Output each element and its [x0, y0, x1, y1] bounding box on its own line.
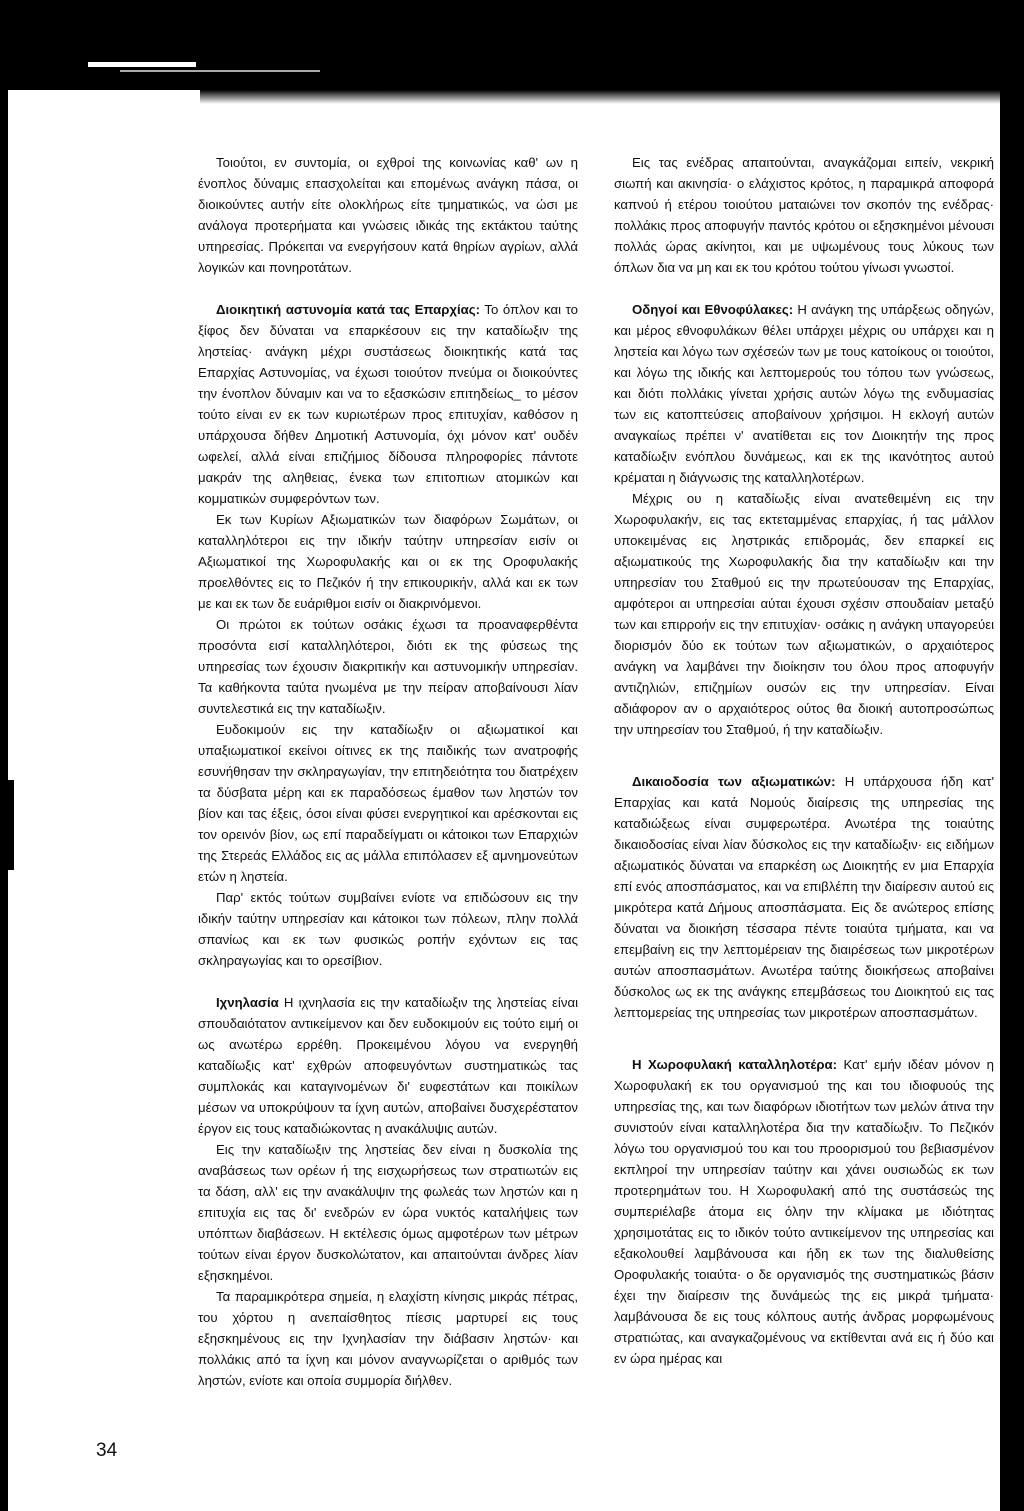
paragraph: Ευδοκιμούν εις την καταδίωξιν οι αξιωματικοί και υπαξιωματικοί εκείνοι οίτινες εκ της παιδικής των ανατροφής εσυνήθησαν την σκληραγωγίαν, την επιτηδειότητα του διατρέχειν τα δύσβατα μέρη και εκ παραδόσεως έμαθον των ληστών τον βίον και τας έξεις, όσοι είναι φύσει ενεργητικοί και αρέσκονται εις τον ορεινόν βίον, ως επί παραδείγματι οι κάτοικοι των Επαρχιών της Στερεάς Ελλάδος εις ας μάλλα επιπόλασεν εξ αμνημονεύτων ετών η ληστεία.	[198, 722, 578, 884]
scan-border-top	[0, 0, 1024, 90]
section-heading: Οδηγοί και Εθνοφύλακες:	[632, 302, 794, 317]
paragraph: Εις την καταδίωξιν της ληστείας δεν είναι η δυσκολία της αναβάσεως των ορέων ή της εισχωρήσεως των στρατιωτών εις τα δάση, αλλ' εις την ανακάλυψιν της φωλεάς των ληστών και η επιτυχία εις τας δι' ενεδρών εν ώρα νυκτός καταλήψεις των υπόπτων διαβάσεων. Η εκτέλεσις όμως αμφοτέρων των μέτρων τούτων είναι έργον δυσκολώτατον, και απαιτούνται άνδρες λίαν εξησκημένοι.	[198, 1142, 578, 1283]
paragraph	[198, 299, 578, 509]
scan-border-left	[0, 90, 8, 1511]
scan-shade	[200, 90, 1000, 104]
left-column	[198, 152, 578, 1391]
page-number: 34	[96, 1440, 118, 1461]
paragraph: Τοιούτοι, εν συντομία, οι εχθροί της κοινωνίας καθ' ων η ένοπλος δύναμις επασχολείται και επομένως ανάγκη πάσα, οι διοικούντες αυτήν είτε ολοκλήρως είτε τμηματικώς, να ώσι με ανάλογα προτερήματα και γνώσεις ιδικάς της εκτάκτου ταύτης υπηρεσίας. Πρόκειται να ενεργήσουν κατά θηρίων αγρίων, αλλά λογικών και πονηροτάτων.	[198, 155, 578, 275]
paragraph	[614, 1054, 994, 1369]
paragraph: Τα παραμικρότερα σημεία, η ελαχίστη κίνησις μικράς πέτρας, του χόρτου η ανεπαίσθητος πίεσις μαρτυρεί εις τους εξησκημένους εις την Ιχνηλασίαν την διάβασιν ληστών· και πολλάκις από τα ίχνη και μόνον αναγνωρίζεται ο αριθμός των ληστών, ενίοτε και οποία συμμορία διήλθεν.	[198, 1289, 578, 1388]
paragraph-text: Η ιχνηλασία εις την καταδίωξιν της ληστείας είναι σπουδαιότατον αντικείμενον και δεν ευδοκιμούν εις τούτο ειμή οι ως ανωτέρω ερρέθη. Προκειμένου λόγου να ενεργηθή καταδίωξις κατ' εχθρών αποφευγόντων συστηματικώς τας συμπλοκάς και καταγινομένων δι' ευφεστάτων και ποικίλων μέσων να υποκρύψουν τα ίχνη αυτών, αποβαίνει δυσχερέστατον έργον εις τους καταδιώκοντας η ανακάλυψις αυτών.	[198, 995, 578, 1136]
section-heading: Η Χωροφυλακή καταλληλοτέρα:	[632, 1057, 837, 1072]
paragraph-text: Η υπάρχουσα ήδη κατ' Επαρχίας και κατά Νομούς διαίρεσις της υπηρεσίας της καταδιώξεως είναι συμφερωτέρα. Ανωτέρα της τοιαύτης δικαιοδοσίας είναι λίαν δύσκολος εις την καταδίωξιν· εις ειδήμων αξιωματικός δύναται να επαρκέση ως Διοικητής εν μια Επαρχία επί ενός αποσπάσματος, και να επιβλέπη την διαίρεσιν αυτού εις μικρότερα κατά Δήμους αποσπάσματα. Εις δε ανώτερος επίσης δύναται να διοικήση τέσσαρα πέντε τοιαύτα τμήματα, και να επεμβαίνη εις την λεπτομέρειαν της διαιρέσεως των μικροτέρων αυτών αποσπασμάτων. Ανωτέρα ταύτης διοικήσεως αποβαίνει δύσκολος ως εκ της ανάγκης επεμβάσεως του Διοικητού εις τας λεπτομερείας της υπηρεσίας των μικροτέρων αποσπασμάτων.	[614, 774, 994, 1020]
scan-mark-line	[120, 70, 320, 72]
section-heading: Διοικητική αστυνομία κατά τας Επαρχίας:	[216, 302, 481, 317]
scan-border-right	[1000, 0, 1024, 1511]
paragraph-text: Κατ' εμήν ιδέαν μόνον η Χωροφυλακή εκ του οργανισμού της και του ιδιοφυούς της υπηρεσίας της, και των διαφόρων ιδιοτήτων των μελών άτινα την συνιστούν είναι καταλληλοτέρα δια την καταδίωξιν. Το Πεζικόν λόγω του οργανισμού του και του προορισμού του βεβιασμένον εκπληροί την υπηρεσίαν ταύτην και χάνει ουσιωδώς εκ των προτερημάτων του. Η Χωροφυλακή από της συστάσεώς της συμπεριέλαβε άτομα εις όλην την κλίμακα με ιδιότητας χρησιμοτάτας εις το ιδικόν τούτο αντικείμενον της υπηρεσίας και εξακολουθεί λαμβάνουσα και ήδη εκ των της διαλυθείσης Οροφυλακής τοιαύτα· ο δε οργανισμός της συστηματικώς βάσιν έχει την διαίρεσιν της δυνάμεώς της εις μικρά τμήματα· λαμβάνουσα δε εις τους κόλπους αυτής άνδρας μορφωμένους στρατιώτας, και αναγκαζομένους να εκτίθενται ανά εις ή δύο και εν ώρα ημέρας και	[614, 1057, 994, 1366]
right-column	[614, 152, 994, 1369]
section-heading: Δικαιοδοσία των αξιωματικών:	[632, 774, 836, 789]
paragraph: Εις τας ενέδρας απαιτούνται, αναγκάζομαι ειπείν, νεκρική σιωπή και ακινησία· ο ελάχιστος κρότος, η παραμικρά αποφορά καπνού ή ετέρου τοιούτου ματαιώνει τον σκοπόν της ενέδρας· πολλάκις προς αποφυγήν παντός κρότου οι εξησκημένοι μένουσι πολλάς ώρας ακίνητοι, και με υψωμένους τους λύκους των όπλων δια να μη και εκ του κρότου τούτου γίνωσι γνωστοί.	[614, 155, 994, 275]
paragraph-text: Το όπλον και το ξίφος δεν δύναται να επαρκέσουν εις την καταδίωξιν της ληστείας· ανάγκη μέχρι συστάσεως διοικητικής κατά τας Επαρχίας Αστυνομίας, να έχωσι τοιούτον πνεύμα οι διοικούντες την ένοπλον δύναμιν και να το εξασκώσιν επιτηδείως_ το μέσον τούτο είναι εν εκ των κυριωτέρων προς επιτυχίαν, καθόσον η υπάρχουσα δήθεν Δημοτική Αστυνομία, όχι μόνον κατ' ουδέν ωφελεί, αλλά είναι επιζήμιος δίδουσα πληροφορίες πάντοτε μακράν της αληθειας, ένεκα των επιτοπιων ατομικών και κομματικών συμφερόντων των.	[198, 302, 578, 506]
paragraph	[198, 992, 578, 1139]
paragraph	[614, 771, 994, 1023]
paragraph: Παρ' εκτός τούτων συμβαίνει ενίοτε να επιδώσουν εις την ιδικήν ταύτην υπηρεσίαν και κάτοικοι των πόλεων, πλην πολλά σπανίως και εκ των φυσικώς ροπήν εχόντων εις τας σκληραγωγίας και το ορεσίβιον.	[198, 890, 578, 968]
paragraph: Οι πρώτοι εκ τούτων οσάκις έχωσι τα προαναφερθέντα προσόντα εισί καταλληλότεροι, διότι εκ της φύσεως της υπηρεσίας των έχουσιν διακριτικήν και αστυνομικήν υπηρεσίαν. Τα καθήκοντα ταύτα ηνωμένα με την πείραν αποβαίνουσι λίαν συντελεστικά εις την καταδίωξιν.	[198, 617, 578, 716]
paragraph: Εκ των Κυρίων Αξιωματικών των διαφόρων Σωμάτων, οι καταλληλότεροι εις την ιδικήν ταύτην υπηρεσίαν εισίν οι Αξιωματικοί της Χωροφυλακής και οι εκ της Οροφυλακής προελθόντες εις το Πεζικόν ή την επικουρικήν, αλλά και εκ των με και εκ των δε ευάριθμοι εισίν οι διακρινόμενοι.	[198, 512, 578, 611]
scan-stain	[8, 780, 14, 870]
scan-mark	[88, 62, 196, 67]
paragraph: Μέχρις ου η καταδίωξις είναι ανατεθειμένη εις την Χωροφυλακήν, εις τας εκτεταμμένας επαρχίας, ή τας μάλλον υποκειμένας εις ληστρικάς επιδρομάς, δεν επαρκεί εις αξιωματικούς της Χωροφυλακής δια την καταδίωξιν και την υπηρεσίαν του Σταθμού εις την πρωτεύουσαν της Επαρχίας, αμφότεροι αι υπηρεσίαι αύται έχουσι σχέσιν σπουδαίαν μεταξύ των και επιρροήν εις την επιτυχίαν· οσάκις η ανάγκη υπαγορεύει διορισμόν δύο εκ τούτων των αξιωματικών, ο αρχαιότερος ανάγκη να λαμβάνει την διοίκησιν του όλου προς αποφυγήν αντιζηλιών, επιζημίων ουσών εις την υπηρεσίαν. Είναι αδιάφορον αν ο αρχαιότερος ούτος θα διοική αυτοπροσώπως την υπηρεσίαν του Σταθμού, ή την καταδίωξιν.	[614, 491, 994, 737]
paragraph-text: Η ανάγκη της υπάρξεως οδηγών, και μέρος εθνοφυλάκων θέλει υπάρχει μέχρις ου υπάρχει και η ληστεία και λόγω των σχέσεών των με τους κατοίκους οι τοιούτοι, και λόγω της ιδικής και λεπτομερούς του τόπου των γνώσεως, και διότι πολλάκις γίνεται χρήσις αυτών λόγω της ενδυμασίας των εις κατοπτεύσεις αποβαίνουν χρήσιμοι. Η εκλογή αυτών αναγκαίως πρέπει ν' ανατίθεται εις τον Διοικητήν της προς καταδίωξιν ενόπλου δυνάμεως, και εκ της ικανότητος αυτού κρέμαται η διάγνωσις της καταλληλοτέρων.	[614, 302, 994, 485]
paragraph	[614, 299, 994, 488]
section-heading: Ιχνηλασία	[216, 995, 279, 1010]
